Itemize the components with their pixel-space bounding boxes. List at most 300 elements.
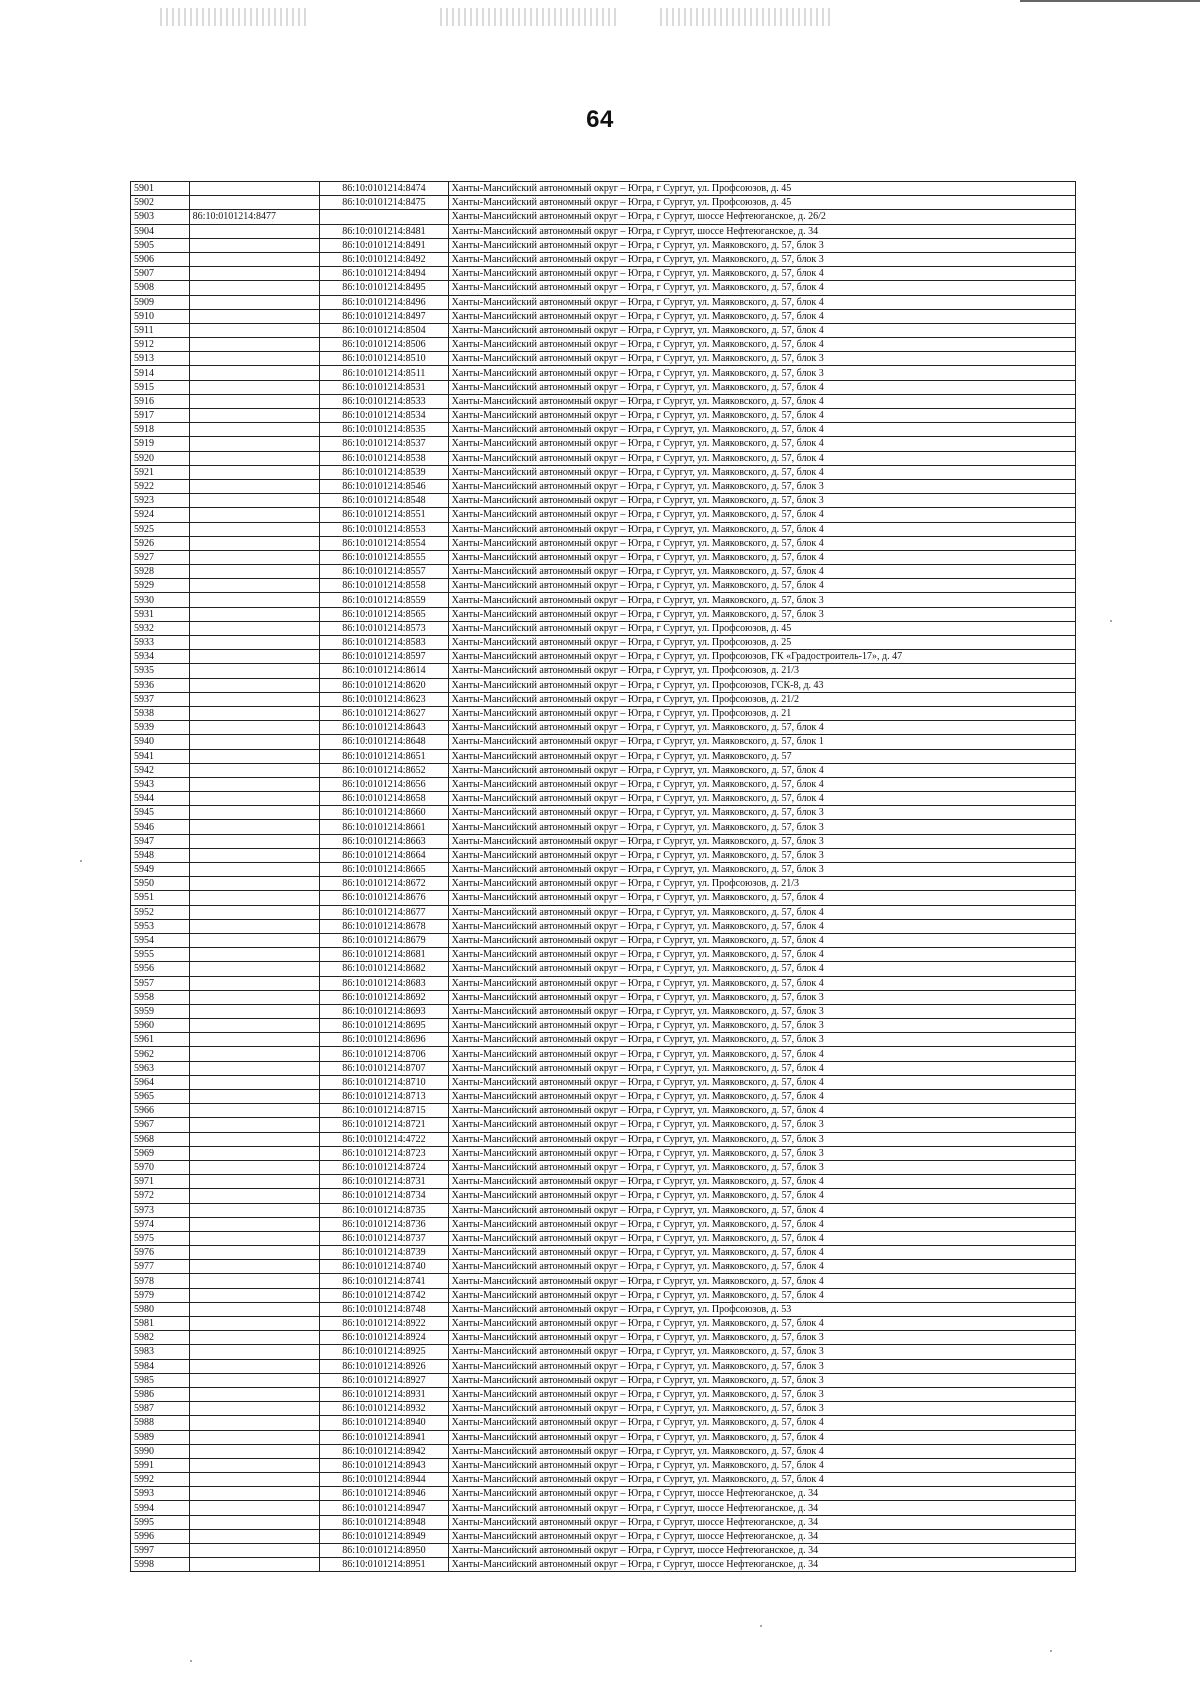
- table-row: [131, 863, 1076, 877]
- table-row: [131, 763, 1076, 777]
- address-cell: Ханты-Мансийский автономный округ – Югра, г Сургут, ул. Маяковского, д. 57, блок 4: [448, 1416, 1075, 1430]
- cadastral-number-building-cell: [189, 465, 320, 479]
- cadastral-number-premises-cell: 86:10:0101214:8739: [320, 1246, 448, 1260]
- cadastral-number-building-cell: [189, 252, 320, 266]
- cadastral-number-premises-cell: 86:10:0101214:8678: [320, 919, 448, 933]
- row-number-cell: 5918: [131, 423, 190, 437]
- address-cell: Ханты-Мансийский автономный округ – Югра, г Сургут, ул. Профсоюзов, д. 21/3: [448, 877, 1075, 891]
- row-number-cell: 5984: [131, 1359, 190, 1373]
- cadastral-number-building-cell: [189, 806, 320, 820]
- table-row: [131, 933, 1076, 947]
- cadastral-number-building-cell: [189, 1331, 320, 1345]
- cadastral-number-premises-cell: 86:10:0101214:8583: [320, 636, 448, 650]
- row-number-cell: 5981: [131, 1317, 190, 1331]
- cadastral-number-building-cell: [189, 338, 320, 352]
- cadastral-number-premises-cell: 86:10:0101214:8511: [320, 366, 448, 380]
- cadastral-number-building-cell: [189, 1132, 320, 1146]
- cadastral-number-building-cell: [189, 834, 320, 848]
- table-row: [131, 905, 1076, 919]
- row-number-cell: 5968: [131, 1132, 190, 1146]
- row-number-cell: 5986: [131, 1387, 190, 1401]
- scan-top-line: [1020, 0, 1200, 2]
- table-row: [131, 1047, 1076, 1061]
- cadastral-number-building-cell: [189, 1203, 320, 1217]
- address-cell: Ханты-Мансийский автономный округ – Югра, г Сургут, ул. Маяковского, д. 57, блок 3: [448, 1373, 1075, 1387]
- cadastral-number-premises-cell: 86:10:0101214:8546: [320, 479, 448, 493]
- address-cell: Ханты-Мансийский автономный округ – Югра, г Сургут, ул. Маяковского, д. 57, блок 4: [448, 508, 1075, 522]
- table-row: [131, 678, 1076, 692]
- cadastral-number-building-cell: [189, 1175, 320, 1189]
- address-cell: Ханты-Мансийский автономный округ – Югра, г Сургут, ул. Маяковского, д. 57, блок 3: [448, 1331, 1075, 1345]
- row-number-cell: 5926: [131, 536, 190, 550]
- cadastral-number-building-cell: [189, 1473, 320, 1487]
- table-row: [131, 607, 1076, 621]
- cadastral-number-premises-cell: 86:10:0101214:8494: [320, 267, 448, 281]
- address-cell: Ханты-Мансийский автономный округ – Югра, г Сургут, ул. Маяковского, д. 57, блок 3: [448, 1146, 1075, 1160]
- address-cell: Ханты-Мансийский автономный округ – Югра, г Сургут, ул. Маяковского, д. 57, блок 3: [448, 607, 1075, 621]
- row-number-cell: 5954: [131, 933, 190, 947]
- table-row: [131, 295, 1076, 309]
- row-number-cell: 5951: [131, 891, 190, 905]
- table-row: [131, 437, 1076, 451]
- row-number-cell: 5919: [131, 437, 190, 451]
- cadastral-number-premises-cell: 86:10:0101214:8554: [320, 536, 448, 550]
- address-cell: Ханты-Мансийский автономный округ – Югра, г Сургут, шоссе Нефтеюганское, д. 34: [448, 1544, 1075, 1558]
- table-row: [131, 323, 1076, 337]
- row-number-cell: 5929: [131, 579, 190, 593]
- cadastral-number-building-cell: [189, 848, 320, 862]
- cadastral-number-building-cell: [189, 735, 320, 749]
- cadastral-number-premises-cell: 86:10:0101214:8941: [320, 1430, 448, 1444]
- cadastral-number-premises-cell: 86:10:0101214:8475: [320, 196, 448, 210]
- cadastral-number-premises-cell: 86:10:0101214:8651: [320, 749, 448, 763]
- cadastral-number-premises-cell: 86:10:0101214:8660: [320, 806, 448, 820]
- cadastral-number-building-cell: [189, 777, 320, 791]
- cadastral-number-building-cell: [189, 607, 320, 621]
- row-number-cell: 5947: [131, 834, 190, 848]
- cadastral-number-building-cell: [189, 863, 320, 877]
- cadastral-number-premises-cell: 86:10:0101214:8510: [320, 352, 448, 366]
- row-number-cell: 5908: [131, 281, 190, 295]
- table-row: [131, 366, 1076, 380]
- row-number-cell: 5994: [131, 1501, 190, 1515]
- table-row: [131, 1004, 1076, 1018]
- address-cell: Ханты-Мансийский автономный округ – Югра, г Сургут, ул. Профсоюзов, ГК «Градостроитель-17», д. 47: [448, 650, 1075, 664]
- cadastral-number-building-cell: [189, 281, 320, 295]
- table-row: [131, 1544, 1076, 1558]
- address-cell: Ханты-Мансийский автономный округ – Югра, г Сургут, ул. Маяковского, д. 57, блок 3: [448, 1033, 1075, 1047]
- cadastral-number-building-cell: [189, 621, 320, 635]
- address-cell: Ханты-Мансийский автономный округ – Югра, г Сургут, ул. Маяковского, д. 57, блок 4: [448, 281, 1075, 295]
- address-cell: Ханты-Мансийский автономный округ – Югра, г Сургут, ул. Маяковского, д. 57, блок 3: [448, 252, 1075, 266]
- table-row: [131, 990, 1076, 1004]
- address-cell: Ханты-Мансийский автономный округ – Югра, г Сургут, ул. Маяковского, д. 57, блок 3: [448, 848, 1075, 862]
- row-number-cell: 5990: [131, 1444, 190, 1458]
- cadastral-number-premises-cell: 86:10:0101214:8553: [320, 522, 448, 536]
- cadastral-number-premises-cell: 86:10:0101214:8474: [320, 182, 448, 196]
- cadastral-number-building-cell: [189, 1033, 320, 1047]
- address-cell: Ханты-Мансийский автономный округ – Югра, г Сургут, ул. Маяковского, д. 57, блок 4: [448, 423, 1075, 437]
- cadastral-number-premises-cell: 86:10:0101214:8555: [320, 550, 448, 564]
- table-row: [131, 281, 1076, 295]
- address-cell: Ханты-Мансийский автономный округ – Югра, г Сургут, ул. Маяковского, д. 57, блок 4: [448, 1260, 1075, 1274]
- table-row: [131, 1345, 1076, 1359]
- cadastral-number-premises-cell: 86:10:0101214:8551: [320, 508, 448, 522]
- cadastral-number-premises-cell: 86:10:0101214:8710: [320, 1075, 448, 1089]
- cadastral-number-premises-cell: 86:10:0101214:8535: [320, 423, 448, 437]
- cadastral-number-building-cell: [189, 721, 320, 735]
- address-cell: Ханты-Мансийский автономный округ – Югра, г Сургут, ул. Маяковского, д. 57, блок 4: [448, 721, 1075, 735]
- table-row: [131, 1189, 1076, 1203]
- cadastral-number-building-cell: [189, 479, 320, 493]
- table-row: [131, 196, 1076, 210]
- cadastral-number-building-cell: [189, 409, 320, 423]
- cadastral-number-building-cell: [189, 1118, 320, 1132]
- address-cell: Ханты-Мансийский автономный округ – Югра, г Сургут, ул. Маяковского, д. 57, блок 3: [448, 479, 1075, 493]
- row-number-cell: 5960: [131, 1019, 190, 1033]
- address-cell: Ханты-Мансийский автономный округ – Югра, г Сургут, ул. Маяковского, д. 57, блок 4: [448, 437, 1075, 451]
- address-cell: Ханты-Мансийский автономный округ – Югра, г Сургут, ул. Маяковского, д. 57, блок 4: [448, 309, 1075, 323]
- cadastral-table: [130, 181, 1076, 1572]
- address-cell: Ханты-Мансийский автономный округ – Югра, г Сургут, ул. Маяковского, д. 57, блок 4: [448, 451, 1075, 465]
- cadastral-number-building-cell: [189, 267, 320, 281]
- cadastral-number-premises-cell: 86:10:0101214:8648: [320, 735, 448, 749]
- address-cell: Ханты-Мансийский автономный округ – Югра, г Сургут, ул. Маяковского, д. 57, блок 4: [448, 267, 1075, 281]
- address-cell: Ханты-Мансийский автономный округ – Югра, г Сургут, ул. Маяковского, д. 57, блок 3: [448, 238, 1075, 252]
- cadastral-number-premises-cell: 86:10:0101214:8663: [320, 834, 448, 848]
- cadastral-number-premises-cell: 86:10:0101214:8926: [320, 1359, 448, 1373]
- cadastral-number-building-cell: [189, 380, 320, 394]
- address-cell: Ханты-Мансийский автономный округ – Югра, г Сургут, ул. Маяковского, д. 57, блок 4: [448, 1075, 1075, 1089]
- row-number-cell: 5993: [131, 1487, 190, 1501]
- cadastral-number-premises-cell: [320, 210, 448, 224]
- cadastral-number-building-cell: 86:10:0101214:8477: [189, 210, 320, 224]
- cadastral-number-building-cell: [189, 933, 320, 947]
- table-row: [131, 1104, 1076, 1118]
- table-row: [131, 1203, 1076, 1217]
- address-cell: Ханты-Мансийский автономный округ – Югра, г Сургут, ул. Маяковского, д. 57, блок 4: [448, 763, 1075, 777]
- cadastral-number-premises-cell: 86:10:0101214:8538: [320, 451, 448, 465]
- cadastral-number-building-cell: [189, 494, 320, 508]
- address-cell: Ханты-Мансийский автономный округ – Югра, г Сургут, ул. Профсоюзов, д. 21: [448, 706, 1075, 720]
- cadastral-number-building-cell: [189, 1217, 320, 1231]
- row-number-cell: 5975: [131, 1231, 190, 1245]
- table-row: [131, 877, 1076, 891]
- address-cell: Ханты-Мансийский автономный округ – Югра, г Сургут, ул. Маяковского, д. 57, блок 3: [448, 366, 1075, 380]
- table-row: [131, 1260, 1076, 1274]
- cadastral-number-premises-cell: 86:10:0101214:8731: [320, 1175, 448, 1189]
- cadastral-number-building-cell: [189, 877, 320, 891]
- address-cell: Ханты-Мансийский автономный округ – Югра, г Сургут, ул. Маяковского, д. 57, блок 4: [448, 1317, 1075, 1331]
- cadastral-number-premises-cell: 86:10:0101214:8742: [320, 1288, 448, 1302]
- scan-speck: [190, 1660, 192, 1662]
- cadastral-number-building-cell: [189, 550, 320, 564]
- row-number-cell: 5917: [131, 409, 190, 423]
- row-number-cell: 5962: [131, 1047, 190, 1061]
- address-cell: Ханты-Мансийский автономный округ – Югра, г Сургут, ул. Маяковского, д. 57, блок 4: [448, 1175, 1075, 1189]
- address-cell: Ханты-Мансийский автономный округ – Югра, г Сургут, ул. Маяковского, д. 57, блок 4: [448, 1090, 1075, 1104]
- row-number-cell: 5910: [131, 309, 190, 323]
- cadastral-number-premises-cell: 86:10:0101214:8672: [320, 877, 448, 891]
- row-number-cell: 5928: [131, 565, 190, 579]
- address-cell: Ханты-Мансийский автономный округ – Югра, г Сургут, ул. Маяковского, д. 57, блок 4: [448, 891, 1075, 905]
- cadastral-number-building-cell: [189, 1231, 320, 1245]
- row-number-cell: 5906: [131, 252, 190, 266]
- address-cell: Ханты-Мансийский автономный округ – Югра, г Сургут, ул. Маяковского, д. 57, блок 3: [448, 806, 1075, 820]
- address-cell: Ханты-Мансийский автономный округ – Югра, г Сургут, ул. Маяковского, д. 57, блок 4: [448, 536, 1075, 550]
- address-cell: Ханты-Мансийский автономный округ – Югра, г Сургут, ул. Маяковского, д. 57, блок 4: [448, 948, 1075, 962]
- cadastral-number-building-cell: [189, 522, 320, 536]
- address-cell: Ханты-Мансийский автономный округ – Югра, г Сургут, шоссе Нефтеюганское, д. 34: [448, 1501, 1075, 1515]
- cadastral-number-premises-cell: 86:10:0101214:8706: [320, 1047, 448, 1061]
- table-row: [131, 1317, 1076, 1331]
- table-row: [131, 749, 1076, 763]
- cadastral-number-premises-cell: 86:10:0101214:8741: [320, 1274, 448, 1288]
- table-row: [131, 380, 1076, 394]
- row-number-cell: 5965: [131, 1090, 190, 1104]
- row-number-cell: 5909: [131, 295, 190, 309]
- cadastral-number-premises-cell: 86:10:0101214:8537: [320, 437, 448, 451]
- address-cell: Ханты-Мансийский автономный округ – Югра, г Сургут, ул. Маяковского, д. 57, блок 3: [448, 352, 1075, 366]
- row-number-cell: 5941: [131, 749, 190, 763]
- row-number-cell: 5995: [131, 1515, 190, 1529]
- row-number-cell: 5959: [131, 1004, 190, 1018]
- table-row: [131, 1373, 1076, 1387]
- cadastral-number-premises-cell: 86:10:0101214:8943: [320, 1458, 448, 1472]
- cadastral-number-premises-cell: 86:10:0101214:8735: [320, 1203, 448, 1217]
- table-row: [131, 565, 1076, 579]
- table-row: [131, 508, 1076, 522]
- row-number-cell: 5940: [131, 735, 190, 749]
- cadastral-number-building-cell: [189, 763, 320, 777]
- table-row: [131, 409, 1076, 423]
- cadastral-number-premises-cell: 86:10:0101214:8495: [320, 281, 448, 295]
- cadastral-number-building-cell: [189, 1146, 320, 1160]
- cadastral-number-premises-cell: 86:10:0101214:8614: [320, 664, 448, 678]
- cadastral-number-building-cell: [189, 891, 320, 905]
- cadastral-number-premises-cell: 86:10:0101214:8931: [320, 1387, 448, 1401]
- table-row: [131, 267, 1076, 281]
- cadastral-number-building-cell: [189, 919, 320, 933]
- table-row: [131, 252, 1076, 266]
- row-number-cell: 5989: [131, 1430, 190, 1444]
- cadastral-number-premises-cell: 86:10:0101214:8679: [320, 933, 448, 947]
- scan-speck: [1050, 1650, 1052, 1652]
- cadastral-number-premises-cell: 86:10:0101214:8652: [320, 763, 448, 777]
- cadastral-number-premises-cell: 86:10:0101214:8740: [320, 1260, 448, 1274]
- address-cell: Ханты-Мансийский автономный округ – Югра, г Сургут, ул. Маяковского, д. 57, блок 4: [448, 1444, 1075, 1458]
- cadastral-number-premises-cell: 86:10:0101214:8658: [320, 792, 448, 806]
- address-cell: Ханты-Мансийский автономный округ – Югра, г Сургут, ул. Профсоюзов, д. 53: [448, 1302, 1075, 1316]
- table-row: [131, 1331, 1076, 1345]
- cadastral-number-premises-cell: 86:10:0101214:8661: [320, 820, 448, 834]
- table-row: [131, 536, 1076, 550]
- address-cell: Ханты-Мансийский автономный округ – Югра, г Сургут, ул. Маяковского, д. 57, блок 3: [448, 1132, 1075, 1146]
- cadastral-number-building-cell: [189, 820, 320, 834]
- cadastral-number-building-cell: [189, 1373, 320, 1387]
- address-cell: Ханты-Мансийский автономный округ – Югра, г Сургут, ул. Профсоюзов, д. 45: [448, 196, 1075, 210]
- address-cell: Ханты-Мансийский автономный округ – Югра, г Сургут, ул. Профсоюзов, д. 45: [448, 621, 1075, 635]
- row-number-cell: 5998: [131, 1558, 190, 1572]
- cadastral-number-premises-cell: 86:10:0101214:8922: [320, 1317, 448, 1331]
- cadastral-number-building-cell: [189, 1544, 320, 1558]
- row-number-cell: 5948: [131, 848, 190, 862]
- cadastral-number-building-cell: [189, 1004, 320, 1018]
- cadastral-number-premises-cell: 86:10:0101214:8695: [320, 1019, 448, 1033]
- cadastral-number-premises-cell: 86:10:0101214:8504: [320, 323, 448, 337]
- cadastral-number-building-cell: [189, 238, 320, 252]
- address-cell: Ханты-Мансийский автономный округ – Югра, г Сургут, ул. Маяковского, д. 57, блок 4: [448, 1217, 1075, 1231]
- cadastral-number-premises-cell: 86:10:0101214:8565: [320, 607, 448, 621]
- row-number-cell: 5942: [131, 763, 190, 777]
- cadastral-number-building-cell: [189, 196, 320, 210]
- address-cell: Ханты-Мансийский автономный округ – Югра, г Сургут, ул. Маяковского, д. 57, блок 4: [448, 792, 1075, 806]
- address-cell: Ханты-Мансийский автономный округ – Югра, г Сургут, ул. Профсоюзов, ГСК-8, д. 43: [448, 678, 1075, 692]
- row-number-cell: 5997: [131, 1544, 190, 1558]
- row-number-cell: 5902: [131, 196, 190, 210]
- address-cell: Ханты-Мансийский автономный округ – Югра, г Сургут, ул. Профсоюзов, д. 21/2: [448, 692, 1075, 706]
- table-row: [131, 1473, 1076, 1487]
- table-row: [131, 522, 1076, 536]
- row-number-cell: 5945: [131, 806, 190, 820]
- cadastral-number-premises-cell: 86:10:0101214:8557: [320, 565, 448, 579]
- table-row: [131, 1529, 1076, 1543]
- cadastral-number-building-cell: [189, 394, 320, 408]
- address-cell: Ханты-Мансийский автономный округ – Югра, г Сургут, ул. Маяковского, д. 57, блок 3: [448, 1160, 1075, 1174]
- address-cell: Ханты-Мансийский автономный округ – Югра, г Сургут, ул. Маяковского, д. 57, блок 3: [448, 1402, 1075, 1416]
- address-cell: Ханты-Мансийский автономный округ – Югра, г Сургут, ул. Маяковского, д. 57, блок 3: [448, 820, 1075, 834]
- cadastral-number-premises-cell: 86:10:0101214:8924: [320, 1331, 448, 1345]
- cadastral-number-building-cell: [189, 1075, 320, 1089]
- row-number-cell: 5973: [131, 1203, 190, 1217]
- cadastral-number-building-cell: [189, 1402, 320, 1416]
- row-number-cell: 5921: [131, 465, 190, 479]
- row-number-cell: 5930: [131, 593, 190, 607]
- cadastral-number-building-cell: [189, 224, 320, 238]
- table-row: [131, 1090, 1076, 1104]
- cadastral-number-building-cell: [189, 1019, 320, 1033]
- row-number-cell: 5977: [131, 1260, 190, 1274]
- cadastral-number-building-cell: [189, 1387, 320, 1401]
- address-cell: Ханты-Мансийский автономный округ – Югра, г Сургут, ул. Маяковского, д. 57, блок 4: [448, 933, 1075, 947]
- address-cell: Ханты-Мансийский автономный округ – Югра, г Сургут, ул. Маяковского, д. 57, блок 4: [448, 1189, 1075, 1203]
- cadastral-number-building-cell: [189, 1529, 320, 1543]
- row-number-cell: 5913: [131, 352, 190, 366]
- address-cell: Ханты-Мансийский автономный округ – Югра, г Сургут, ул. Маяковского, д. 57, блок 4: [448, 905, 1075, 919]
- address-cell: Ханты-Мансийский автономный округ – Югра, г Сургут, ул. Маяковского, д. 57, блок 4: [448, 1246, 1075, 1260]
- cadastral-number-premises-cell: 86:10:0101214:8723: [320, 1146, 448, 1160]
- table-row: [131, 1458, 1076, 1472]
- table-row: [131, 1075, 1076, 1089]
- row-number-cell: 5914: [131, 366, 190, 380]
- table-row: [131, 494, 1076, 508]
- address-cell: Ханты-Мансийский автономный округ – Югра, г Сургут, ул. Маяковского, д. 57, блок 4: [448, 338, 1075, 352]
- address-cell: Ханты-Мансийский автономный округ – Югра, г Сургут, ул. Маяковского, д. 57, блок 4: [448, 550, 1075, 564]
- row-number-cell: 5979: [131, 1288, 190, 1302]
- cadastral-number-premises-cell: 86:10:0101214:8533: [320, 394, 448, 408]
- cadastral-number-building-cell: [189, 1160, 320, 1174]
- table-row: [131, 1487, 1076, 1501]
- row-number-cell: 5937: [131, 692, 190, 706]
- address-cell: Ханты-Мансийский автономный округ – Югра, г Сургут, ул. Маяковского, д. 57, блок 3: [448, 593, 1075, 607]
- cadastral-number-building-cell: [189, 1302, 320, 1316]
- address-cell: Ханты-Мансийский автономный округ – Югра, г Сургут, ул. Маяковского, д. 57, блок 4: [448, 394, 1075, 408]
- cadastral-number-building-cell: [189, 962, 320, 976]
- table-row: [131, 1430, 1076, 1444]
- cadastral-number-building-cell: [189, 1317, 320, 1331]
- table-row: [131, 706, 1076, 720]
- cadastral-number-premises-cell: 86:10:0101214:8950: [320, 1544, 448, 1558]
- cadastral-number-premises-cell: 86:10:0101214:8724: [320, 1160, 448, 1174]
- cadastral-number-building-cell: [189, 437, 320, 451]
- address-cell: Ханты-Мансийский автономный округ – Югра, г Сургут, ул. Маяковского, д. 57, блок 4: [448, 1473, 1075, 1487]
- address-cell: Ханты-Мансийский автономный округ – Югра, г Сургут, ул. Маяковского, д. 57, блок 4: [448, 1104, 1075, 1118]
- table-row: [131, 1274, 1076, 1288]
- cadastral-number-premises-cell: 86:10:0101214:8927: [320, 1373, 448, 1387]
- row-number-cell: 5950: [131, 877, 190, 891]
- table-row: [131, 423, 1076, 437]
- cadastral-number-building-cell: [189, 323, 320, 337]
- cadastral-number-premises-cell: 86:10:0101214:8951: [320, 1558, 448, 1572]
- row-number-cell: 5935: [131, 664, 190, 678]
- cadastral-number-premises-cell: 86:10:0101214:8506: [320, 338, 448, 352]
- table-row: [131, 352, 1076, 366]
- address-cell: Ханты-Мансийский автономный округ – Югра, г Сургут, ул. Маяковского, д. 57, блок 4: [448, 1231, 1075, 1245]
- address-cell: Ханты-Мансийский автономный округ – Югра, г Сургут, ул. Маяковского, д. 57, блок 3: [448, 1387, 1075, 1401]
- row-number-cell: 5996: [131, 1529, 190, 1543]
- cadastral-number-building-cell: [189, 990, 320, 1004]
- table-row: [131, 238, 1076, 252]
- row-number-cell: 5912: [131, 338, 190, 352]
- cadastral-number-premises-cell: 86:10:0101214:8481: [320, 224, 448, 238]
- cadastral-number-building-cell: [189, 1444, 320, 1458]
- cadastral-number-building-cell: [189, 1104, 320, 1118]
- address-cell: Ханты-Мансийский автономный округ – Югра, г Сургут, шоссе Нефтеюганское, д. 26/2: [448, 210, 1075, 224]
- cadastral-number-premises-cell: 86:10:0101214:8713: [320, 1090, 448, 1104]
- row-number-cell: 5953: [131, 919, 190, 933]
- cadastral-number-building-cell: [189, 1274, 320, 1288]
- cadastral-number-building-cell: [189, 1288, 320, 1302]
- table-row: [131, 1359, 1076, 1373]
- cadastral-number-premises-cell: 86:10:0101214:8548: [320, 494, 448, 508]
- row-number-cell: 5923: [131, 494, 190, 508]
- table-row: [131, 792, 1076, 806]
- row-number-cell: 5904: [131, 224, 190, 238]
- row-number-cell: 5971: [131, 1175, 190, 1189]
- cadastral-number-premises-cell: 86:10:0101214:8748: [320, 1302, 448, 1316]
- address-cell: Ханты-Мансийский автономный округ – Югра, г Сургут, ул. Маяковского, д. 57, блок 3: [448, 1004, 1075, 1018]
- address-cell: Ханты-Мансийский автономный округ – Югра, г Сургут, ул. Маяковского, д. 57, блок 4: [448, 976, 1075, 990]
- address-cell: Ханты-Мансийский автономный округ – Югра, г Сургут, ул. Маяковского, д. 57, блок 4: [448, 1288, 1075, 1302]
- cadastral-number-premises-cell: 86:10:0101214:8677: [320, 905, 448, 919]
- address-cell: Ханты-Мансийский автономный округ – Югра, г Сургут, ул. Маяковского, д. 57, блок 1: [448, 735, 1075, 749]
- table-row: [131, 1160, 1076, 1174]
- row-number-cell: 5991: [131, 1458, 190, 1472]
- cadastral-number-premises-cell: 86:10:0101214:8948: [320, 1515, 448, 1529]
- cadastral-number-premises-cell: 86:10:0101214:8707: [320, 1061, 448, 1075]
- table-row: [131, 1019, 1076, 1033]
- page-number: 64: [586, 106, 614, 133]
- cadastral-number-premises-cell: 86:10:0101214:8492: [320, 252, 448, 266]
- address-cell: Ханты-Мансийский автономный округ – Югра, г Сургут, шоссе Нефтеюганское, д. 34: [448, 1515, 1075, 1529]
- row-number-cell: 5944: [131, 792, 190, 806]
- row-number-cell: 5952: [131, 905, 190, 919]
- row-number-cell: 5987: [131, 1402, 190, 1416]
- cadastral-number-premises-cell: 86:10:0101214:8692: [320, 990, 448, 1004]
- cadastral-number-premises-cell: 86:10:0101214:8721: [320, 1118, 448, 1132]
- address-cell: Ханты-Мансийский автономный округ – Югра, г Сургут, ул. Маяковского, д. 57, блок 4: [448, 1458, 1075, 1472]
- cadastral-number-building-cell: [189, 1558, 320, 1572]
